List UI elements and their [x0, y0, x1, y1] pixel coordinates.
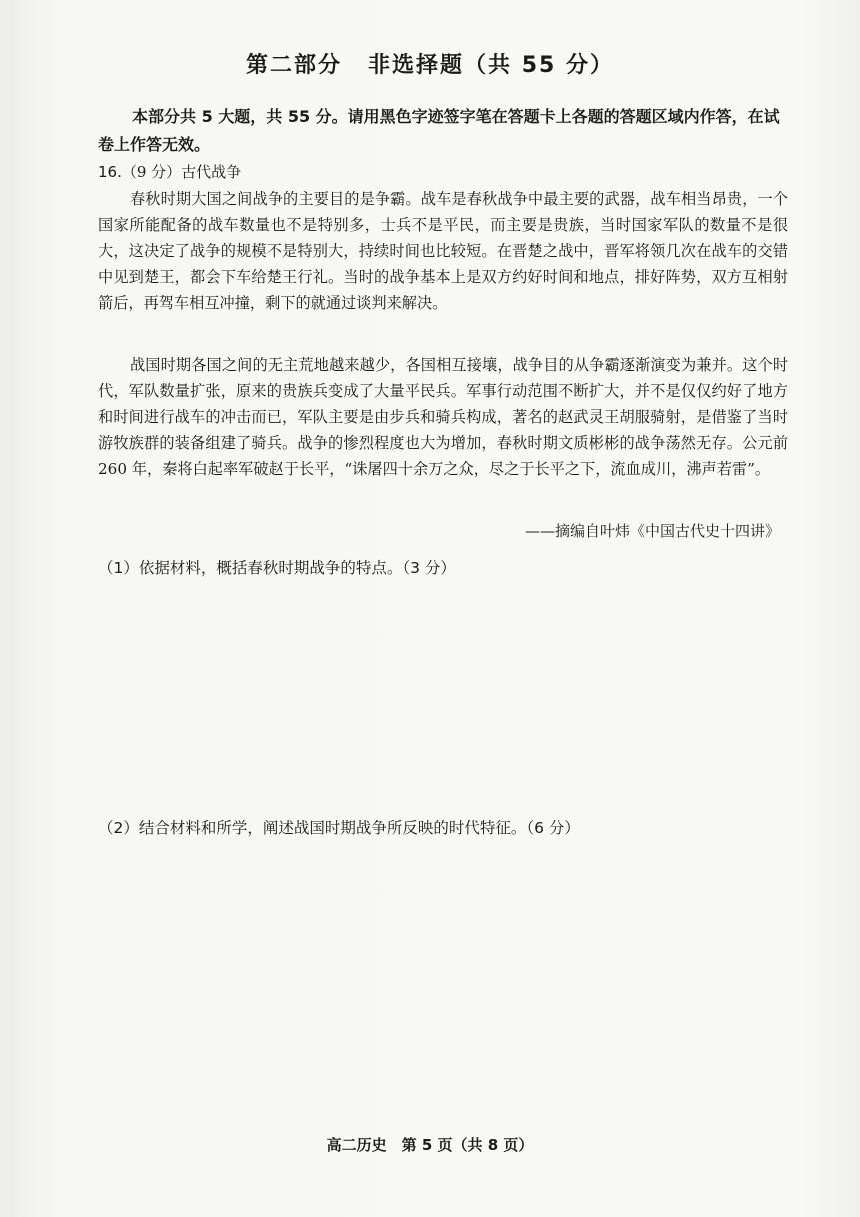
question-label: （9 分）古代战争 [121, 163, 242, 181]
material-paragraph-text: 春秋时期大国之间战争的主要目的是争霸。战车是春秋战争中最主要的武器，战车相当昂贵，一个国家所能配备的战车数量也不是特别多，士兵不是平民，而主要是贵族，当时国家军队的数量不是很大，这决定了战争的规模不是特别大，持续时间也比较短。在晋楚之战中，晋军将领几次在战车的交错中见到楚王，都会下车给楚王行礼。当时的战争基本上是双方约好时间和地点，排好阵势，双方互相射箭后，再驾车相互冲撞，剩下的就通过谈判来解决。 [98, 190, 788, 312]
section-title [0, 48, 860, 79]
sub-question-1: （1）依据材料，概括春秋时期战争的特点。（3 分） [98, 559, 456, 577]
question-header [98, 161, 241, 182]
section-title-text: 非选择题（共 55 分） [368, 53, 614, 78]
answer-area-2 [98, 850, 788, 1110]
material-paragraph [98, 186, 788, 316]
question-number: 16. [98, 163, 122, 181]
material-source: ——摘编自叶炜《中国古代史十四讲》 [524, 522, 780, 540]
page-footer: 高二历史 第 5 页（共 8 页） [326, 1136, 534, 1154]
section-part-label: 第二部分 [246, 53, 343, 78]
material-paragraph-text: 战国时期各国之间的无主荒地越来越少，各国相互接壤，战争目的从争霸逐渐演变为兼并。这个时代，军队数量扩张，原来的贵族兵变成了大量平民兵。军事行动范围不断扩大，并不是仅仅约好了地方和时间进行战车的冲击而已，军队主要是由步兵和骑兵构成，著名的赵武灵王胡服骑射，是借鉴了当时游牧族群的装备组建了骑兵。战争的惨烈程度也大为增加，春秋时期文质彬彬的战争荡然无存。公元前 260 年，秦将白起率军破赵于长平，“诛屠四十余万之众，尽之于长平之下，流血成川，沸声若雷”。 [98, 356, 788, 478]
sub-question-2: （2）结合材料和所学，阐述战国时期战争所反映的时代特征。（6 分） [98, 819, 580, 837]
section-instructions: 本部分共 5 大题，共 55 分。请用黑色字迹签字笔在答题卡上各题的答题区域内作答，在试卷上作答无效。 [98, 107, 780, 154]
material-paragraph [98, 352, 788, 482]
answer-area-1 [98, 590, 788, 800]
